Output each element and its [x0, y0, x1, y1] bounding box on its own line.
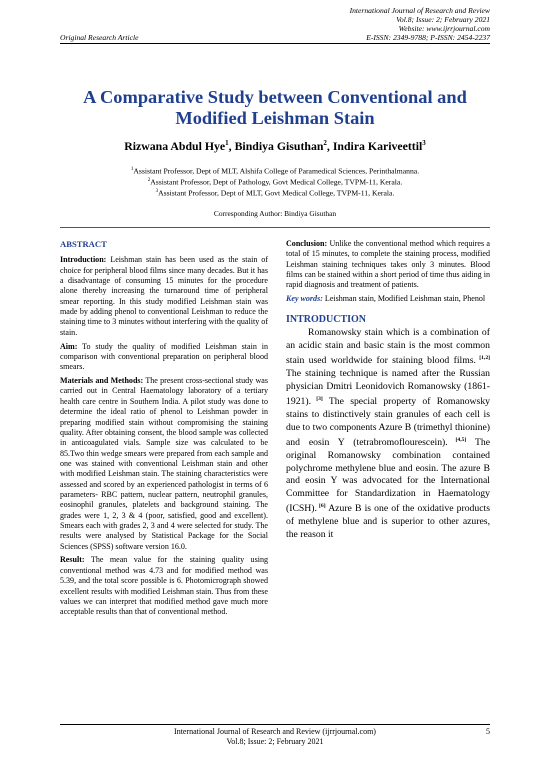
author-separator: , — [228, 138, 235, 153]
introduction-paragraph — [286, 327, 490, 541]
abstract-label: Conclusion: — [286, 239, 328, 248]
keywords-label: Key words: — [286, 294, 323, 304]
affiliation-text: Assistant Professor, Dept of MLT, Alshifa College of Paramedical Sciences, Perinthalmanna. — [133, 166, 420, 176]
affiliation-superscript: 2 — [147, 178, 151, 184]
issn: E-ISSN: 2349-9788; P-ISSN: 2454-2237 — [366, 33, 490, 42]
affiliation-line — [60, 176, 490, 187]
introduction-text: The special property of Romanowsky stains to distinctively stain granules of each cell is due to two components Azure B (trimethyl thionine) and eosin Y (tetrabromoflourescein). — [286, 396, 491, 449]
author-superscript: 1 — [225, 139, 229, 147]
paper-title-line: Modified Leishman Stain — [175, 108, 375, 128]
right-column — [286, 239, 490, 545]
author-list — [60, 136, 490, 153]
citation[interactable]: [3] — [311, 396, 323, 403]
citation[interactable]: [6] — [316, 503, 326, 510]
footer-volume: Vol.8; Issue: 2; February 2021 — [226, 737, 324, 746]
introduction-text: The original Romanowsky combination contained polychrome methylene blue and eosin. The azure B and eosin Y was advocated for the International Committee for Standardization in Haematology (ICSH). — [286, 437, 491, 515]
title-rule — [60, 227, 490, 228]
affiliation-superscript: 3 — [155, 189, 159, 195]
affiliation-text: Assistant Professor, Dept of Pathology, Govt Medical College, TVPM-11, Kerala. — [150, 177, 403, 187]
paper-title-line: A Comparative Study between Conventional and — [83, 87, 467, 107]
abstract-label: Result: — [60, 555, 85, 565]
journal-header — [350, 6, 490, 34]
abstract-text: The present cross-sectional study was carried out in Central Haematology laboratory of a tertiary health care centre in Southern India. A pilot study was done to determine the ideal ratio of phenol to Leishman powder in preparing modified stain without compromising the staining quality. After obtaining consent, the blood sample was collected in anticoagulated vials. Sample size was calculated to be 85.Two thin wedge smears were prepared from each sample and one was stained with conventional Leishman stain and other with modified Leishman stain. The staining characteristics were assessed and scored by an experienced pathologist in terms of 6 parameters- RBC pattern, nuclear pattern, neutrophil granules, eosinophil granules, platelets and background staining. The grades were 1, 2, 3 & 4 (poor, satisfied, good and excellent). Smears each with grades 2, 3 and 4 were selected for study. The results were analysed by Statistical Package for the Social Sciences (SPSS) software version 16.0. — [60, 376, 268, 551]
abstract-heading: ABSTRACT — [60, 239, 107, 249]
affiliation-line — [60, 165, 490, 176]
journal-name: International Journal of Research and Review — [349, 6, 490, 15]
abstract-label: Aim: — [60, 341, 78, 351]
author-name: Bindiya Gisuthan — [234, 138, 324, 153]
abstract-text: Leishman stain has been used as the stain of choice for peripheral blood films since many decades. But it has a disadvantage of consuming 15 minutes for the procedure alone thereby increasing the turnaround time of peripheral smear reporting. In this study modified Leishman stain was made by adding phenol to conventional Leishman to reduce the staining time to 3 minutes without interfering with the quality of stain. — [60, 255, 268, 337]
abstract-text: The mean value for the staining quality using conventional method was 4.73 and for modified method was 5.39, and the total score possible is 6. Photomicrograph showed excellent results with modified Leishman stain. Thus from these values we can interpret that modified method gave much more acceptable results than that of conventional method. — [60, 555, 268, 617]
footer-journal: International Journal of Research and Review (ijrrjournal.com) — [174, 727, 376, 736]
left-column — [60, 239, 268, 621]
footer-rule — [60, 724, 490, 725]
introduction-heading: INTRODUCTION — [286, 313, 367, 325]
page-number: 5 — [486, 727, 490, 736]
page-footer — [60, 727, 490, 747]
journal-volume: Vol.8; Issue: 2; February 2021 — [396, 15, 490, 25]
introduction-text: Romanowsky stain which is a combination of an acidic stain and basic stain is the most common stain used worldwide for staining blood films. — [286, 326, 490, 367]
article-type: Original Research Article — [60, 33, 139, 42]
affiliations — [60, 165, 490, 198]
author-superscript: 2 — [323, 139, 327, 147]
abstract-result — [60, 555, 268, 617]
abstract-conclusion — [286, 239, 490, 291]
abstract-label: Materials and Methods: — [60, 376, 144, 386]
author-name: Indira Kariveettil — [332, 138, 423, 153]
author-name: Rizwana Abdul Hye — [124, 138, 226, 153]
affiliation-text: Assistant Professor, Dept of MLT, Govt Medical College, TVPM-11, Kerala. — [158, 188, 395, 198]
author-separator: , — [326, 138, 333, 153]
affiliation-superscript: 1 — [130, 167, 134, 172]
abstract-introduction — [60, 255, 268, 338]
citation[interactable]: [4,5] — [447, 437, 467, 444]
abstract-label: Introduction: — [60, 255, 107, 265]
abstract-text: To study the quality of modified Leishman stain in comparison with conventional preparation on peripheral blood smears. — [60, 341, 268, 372]
abstract-methods — [60, 376, 268, 552]
header-rule — [60, 43, 490, 44]
affiliation-line — [60, 187, 490, 198]
citation[interactable]: [1,2] — [475, 355, 490, 362]
keywords — [286, 294, 490, 304]
journal-website[interactable]: Website: www.ijrrjournal.com — [398, 24, 490, 34]
introduction-text: Azure B is one of the oxidative products of methylene blue and is superior to other azures, the reason it — [286, 503, 491, 540]
abstract-aim — [60, 342, 268, 373]
keywords-text: Leishman stain, Modified Leishman stain, Phenol — [322, 294, 486, 304]
corresponding-author: Corresponding Author: Bindiya Gisuthan — [213, 209, 337, 218]
introduction-text: The staining technique is named after the Russian physician Dmitri Leonidovich Romanowsky (1861-1921). — [286, 367, 490, 408]
abstract-text: Unlike the conventional method which requires a total of 15 minutes, to complete the staining process, modified Leishman staining techniques takes only 3 minutes. Blood films can be stained within a short period of time thus aiding in rapid diagnosis and treatment of patients. — [286, 239, 490, 290]
author-superscript: 3 — [422, 139, 426, 147]
paper-title — [60, 87, 490, 129]
